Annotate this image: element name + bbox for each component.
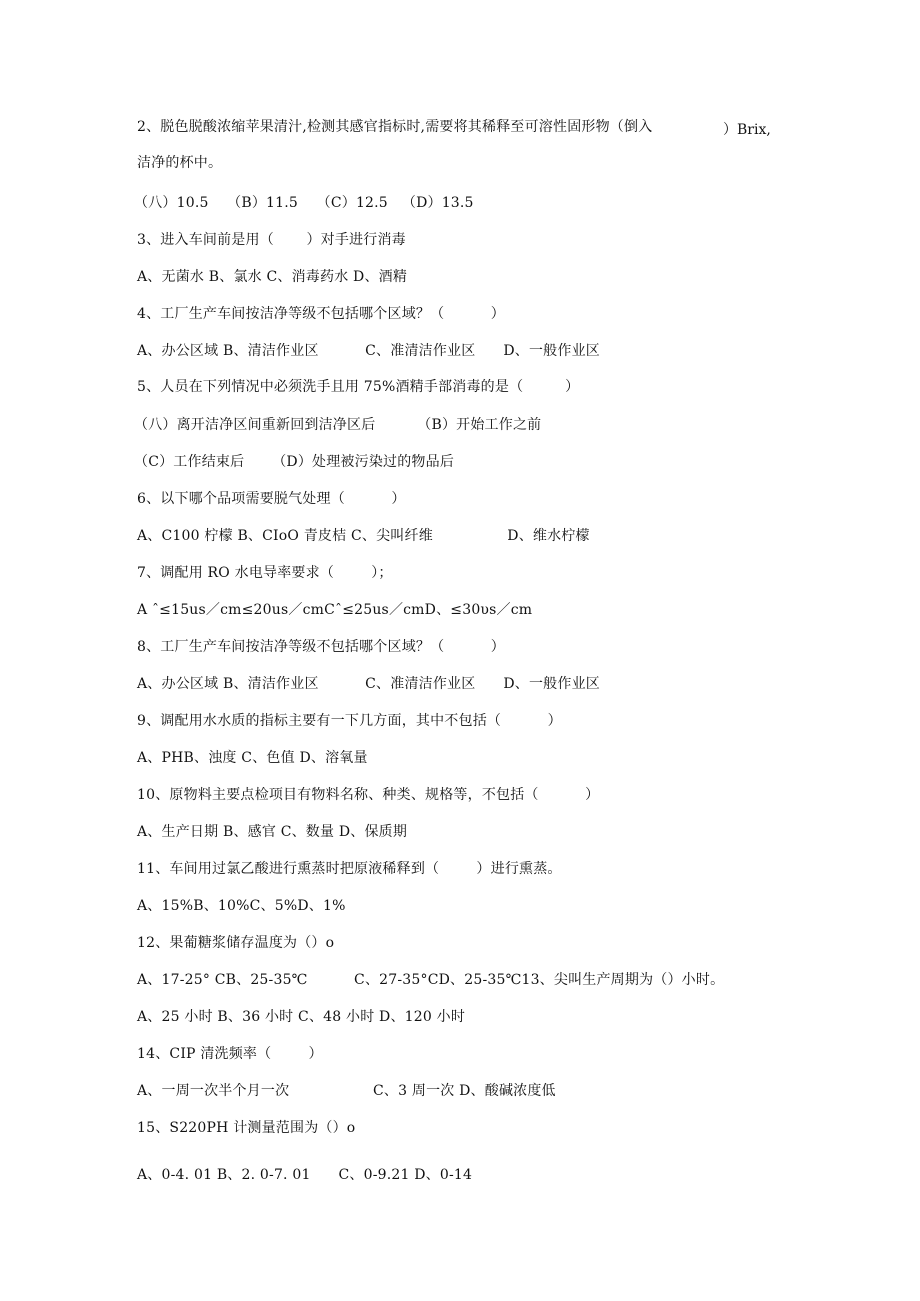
q15-question: 15、S220PH 计测量范围为（）o (137, 1120, 356, 1136)
q5-options-2: （C）工作结束后 （D）处理被污染过的物品后 (134, 454, 455, 470)
q11-question: 11、车间用过氯乙酸进行熏蒸时把原液稀释到（ ）进行熏蒸。 (137, 861, 562, 877)
q6-question: 6、以下哪个品项需要脱气处理（ ） (137, 491, 406, 507)
q5-options-1: （八）离开洁净区间重新回到洁净区后 （B）开始工作之前 (134, 417, 542, 433)
q5-question: 5、人员在下列情况中必须洗手且用 75%酒精手部消毒的是（ ） (137, 379, 580, 395)
q10-question: 10、原物料主要点检项目有物料名称、种类、规格等，不包括（ ） (137, 787, 600, 803)
q15-options: A、0-4. 01 B、2. 0-7. 01 C、0-9.21 D、0-14 (137, 1167, 473, 1183)
q2-question: 2、脱色脱酸浓缩苹果清汁,检测其感官指标时,需要将其稀释至可溶性固形物（倒入 (137, 119, 653, 135)
q8-options: A、办公区域 B、清洁作业区 C、准清洁作业区 D、一般作业区 (137, 676, 600, 692)
q2-question-brix: ）Brix, (723, 122, 771, 138)
q3-options: A、无菌水 B、氯水 C、消毒药水 D、酒精 (137, 269, 408, 285)
q2-options: （八）10.5 （B）11.5 （C）12.5 （D）13.5 (134, 195, 474, 211)
q4-options: A、办公区域 B、清洁作业区 C、准清洁作业区 D、一般作业区 (137, 343, 600, 359)
q14-question: 14、CIP 清洗频率（ ） (137, 1046, 323, 1062)
q12-question: 12、果葡糖浆储存温度为（）o (137, 935, 335, 951)
q4-question: 4、工厂生产车间按洁净等级不包括哪个区域？（ ） (137, 306, 506, 322)
q12-options-q13-question: A、17-25° CB、25-35℃ C、27-35°CD、25-35℃13、尖叫生产周期为（）小时。 (137, 972, 725, 988)
q14-options: A、一周一次半个月一次 C、3 周一次 D、酸碱浓度低 (137, 1083, 556, 1099)
q11-options: A、15%B、10%C、5%D、1% (137, 898, 346, 914)
q6-options: A、C100 柠檬 B、CIoO 青皮桔 C、尖叫纤维 D、维水柠檬 (137, 528, 590, 544)
q2-question-continued: 洁净的杯中。 (137, 155, 223, 171)
q10-options: A、生产日期 B、感官 C、数量 D、保质期 (137, 824, 408, 840)
q9-options: A、PHB、浊度 C、色值 D、溶氧量 (137, 750, 368, 766)
q9-question: 9、调配用水水质的指标主要有一下几方面，其中不包括（ ） (137, 713, 562, 729)
q3-question: 3、进入车间前是用（ ）对手进行消毒 (137, 232, 406, 248)
q13-options: A、25 小时 B、36 小时 C、48 小时 D、120 小时 (137, 1009, 466, 1025)
q8-question: 8、工厂生产车间按洁净等级不包括哪个区域？（ ） (137, 639, 506, 655)
q7-options: A ˆ≤15us／cm≤20us／cmCˆ≤25us／cmD、≤30υs／cm (137, 602, 533, 618)
q7-question: 7、调配用 RO 水电导率要求（ ）； (137, 565, 393, 581)
